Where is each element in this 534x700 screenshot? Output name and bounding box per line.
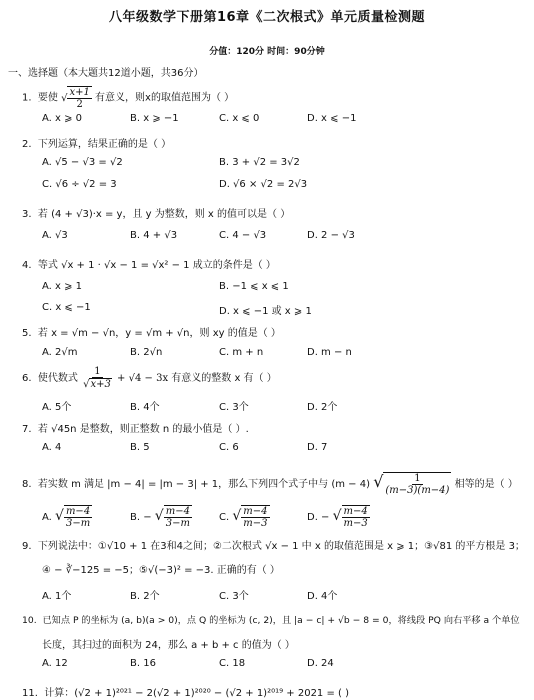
- q4-option-b[interactable]: B. −1 ⩽ x ⩽ 1: [219, 281, 289, 292]
- q7-option-a[interactable]: A. 4: [42, 442, 62, 453]
- q7-option-b[interactable]: B. 5: [130, 442, 150, 453]
- fraction: $\frac{1}{(m-3)(m-4)}$: [385, 473, 450, 496]
- q2-option-a[interactable]: A. √5 − √3 = √2: [42, 157, 123, 168]
- q3-option-a[interactable]: A. √3: [42, 230, 68, 241]
- q6-option-b[interactable]: B. 4个: [130, 402, 160, 413]
- question-3: [22, 205, 290, 220]
- q10-option-d[interactable]: D. 24: [307, 658, 334, 669]
- question-text: 下列说法中：①√10 + 1 在3和4之间；②二次根式 √x − 1 中 x 的取值范围是 x ⩾ 1；③√81 的平方根是 3；: [37, 541, 525, 552]
- q4-option-c[interactable]: C. x ⩽ −1: [42, 302, 91, 313]
- q3-option-c[interactable]: C. 4 − √3: [219, 230, 267, 241]
- q9-option-b[interactable]: B. 2个: [130, 591, 160, 602]
- q6-option-d[interactable]: D. 2个: [307, 402, 338, 413]
- option-label: C.: [219, 512, 230, 523]
- question-text: 下列运算，结果正确的是（ ）: [37, 139, 172, 150]
- question-text: 若实数 m 满足 |m − 4| = |m − 3| + 1，那么下列四个式子中与 (m − 4): [37, 479, 370, 490]
- question-number: 7.: [22, 424, 32, 435]
- q10-option-c[interactable]: C. 18: [219, 658, 246, 669]
- q10-option-a[interactable]: A. 12: [42, 658, 68, 669]
- question-9-line2: ④ − ∛−125 = −5；⑤√(−3)² = −3. 正确的有（ ）: [42, 565, 280, 576]
- question-number: 4.: [22, 260, 32, 271]
- q2-option-c[interactable]: C. √6 ÷ √2 = 3: [42, 179, 117, 190]
- question-10: [22, 612, 520, 626]
- q1-option-d[interactable]: D. x ⩽ −1: [307, 113, 357, 124]
- q3-option-b[interactable]: B. 4 + √3: [130, 230, 178, 241]
- question-text: 使代数式: [37, 373, 78, 384]
- option-label: D. −: [307, 512, 330, 523]
- question-7: [22, 420, 249, 435]
- q5-option-c[interactable]: C. m + n: [219, 347, 264, 358]
- question-text: 若 (4 + √3)·x = y，且 y 为整数，则 x 的值可以是（ ）: [37, 209, 291, 220]
- q1-option-c[interactable]: C. x ⩽ 0: [219, 113, 260, 124]
- question-text: 若 √45n 是整数，则正整数 n 的最小值是（ ）.: [37, 424, 249, 435]
- q8-option-d[interactable]: D. − √ $\frac{m-4}{m-3}$: [307, 506, 368, 529]
- question-9: [22, 537, 525, 552]
- question-number: 8.: [22, 479, 32, 490]
- q7-option-c[interactable]: C. 6: [219, 442, 239, 453]
- q2-option-d[interactable]: D. √6 × √2 = 2√3: [219, 179, 308, 190]
- q9-option-d[interactable]: D. 4个: [307, 591, 338, 602]
- q5-option-d[interactable]: D. m − n: [307, 347, 352, 358]
- score-time-line: 分值：120分 时间：90分钟: [209, 47, 325, 57]
- sqrt-fraction: √: [373, 472, 384, 491]
- sqrt-term: + √4 − 3x: [117, 373, 169, 384]
- question-8: [22, 472, 518, 496]
- question-text: 有意义，则x的取值范围为（ ）: [95, 92, 235, 104]
- option-label: A.: [42, 512, 52, 523]
- q8-option-b[interactable]: B. − √ $\frac{m-4}{3-m}$: [130, 506, 190, 529]
- question-11: [22, 684, 349, 699]
- question-number: 6.: [22, 373, 32, 384]
- question-number: 2.: [22, 139, 32, 150]
- question-number: 3.: [22, 209, 32, 220]
- question-6: [22, 366, 277, 390]
- section-heading: 一、选择题（本大题共12道小题，共36分）: [8, 68, 204, 79]
- q10-option-b[interactable]: B. 16: [130, 658, 156, 669]
- question-number: 9.: [22, 541, 32, 552]
- q9-option-a[interactable]: A. 1个: [42, 591, 72, 602]
- question-number: 5.: [22, 328, 32, 339]
- q6-option-c[interactable]: C. 3个: [219, 402, 249, 413]
- q7-option-d[interactable]: D. 7: [307, 442, 328, 453]
- q5-option-a[interactable]: A. 2√m: [42, 347, 78, 358]
- q8-option-a[interactable]: A. √ $\frac{m-4}{3-m}$: [42, 506, 91, 529]
- q1-option-a[interactable]: A. x ⩾ 0: [42, 113, 83, 124]
- question-2: [22, 135, 171, 150]
- q2-option-b[interactable]: B. 3 + √2 = 3√2: [219, 157, 300, 168]
- fraction: $\frac{1}{√x+3}$: [83, 366, 111, 390]
- q6-option-a[interactable]: A. 5个: [42, 402, 72, 413]
- question-number: 11.: [22, 688, 38, 699]
- q4-option-d[interactable]: D. x ⩽ −1 或 x ⩾ 1: [219, 306, 312, 317]
- question-4: [22, 256, 276, 271]
- question-10-line2: 长度，其扫过的面积为 24，那么 a + b + c 的值为（ ）: [42, 640, 295, 651]
- question-text: 有意义的整数 x 有（ ）: [171, 373, 277, 384]
- question-number: 10.: [22, 615, 37, 626]
- q9-option-c[interactable]: C. 3个: [219, 591, 249, 602]
- q4-option-a[interactable]: A. x ⩾ 1: [42, 281, 83, 292]
- q3-option-d[interactable]: D. 2 − √3: [307, 230, 355, 241]
- option-label: B. −: [130, 512, 152, 523]
- question-text: 相等的是（ ）: [454, 479, 518, 490]
- document-title: 八年级数学下册第16章《二次根式》单元质量检测题: [108, 10, 426, 25]
- question-number: 1.: [22, 92, 32, 104]
- q8-option-c[interactable]: C. √ $\frac{m-4}{m-3}$: [219, 506, 268, 529]
- question-text: 已知点 P 的坐标为 (a, b)(a > 0)，点 Q 的坐标为 (c, 2)，且 |a − c| + √b − 8 = 0，将线段 PQ 向右平移 a 个单位: [42, 615, 520, 626]
- q1-option-b[interactable]: B. x ⩾ −1: [130, 113, 179, 124]
- question-text: 若 x = √m − √n，y = √m + √n，则 xy 的值是（ ）: [37, 328, 281, 339]
- sqrt-fraction: √ $\frac{x+1}{2}$: [61, 87, 90, 110]
- q5-option-b[interactable]: B. 2√n: [130, 347, 163, 358]
- question-text: 要使: [37, 92, 58, 104]
- question-5: [22, 324, 281, 339]
- question-text: 等式 √x + 1 · √x − 1 = √x² − 1 成立的条件是（ ）: [37, 260, 276, 271]
- question-1: [22, 86, 234, 110]
- question-text: 计算：(√2 + 1)²⁰²¹ − 2(√2 + 1)²⁰²⁰ − (√2 + 1)²⁰¹⁹ + 2021 = ( ): [44, 688, 350, 699]
